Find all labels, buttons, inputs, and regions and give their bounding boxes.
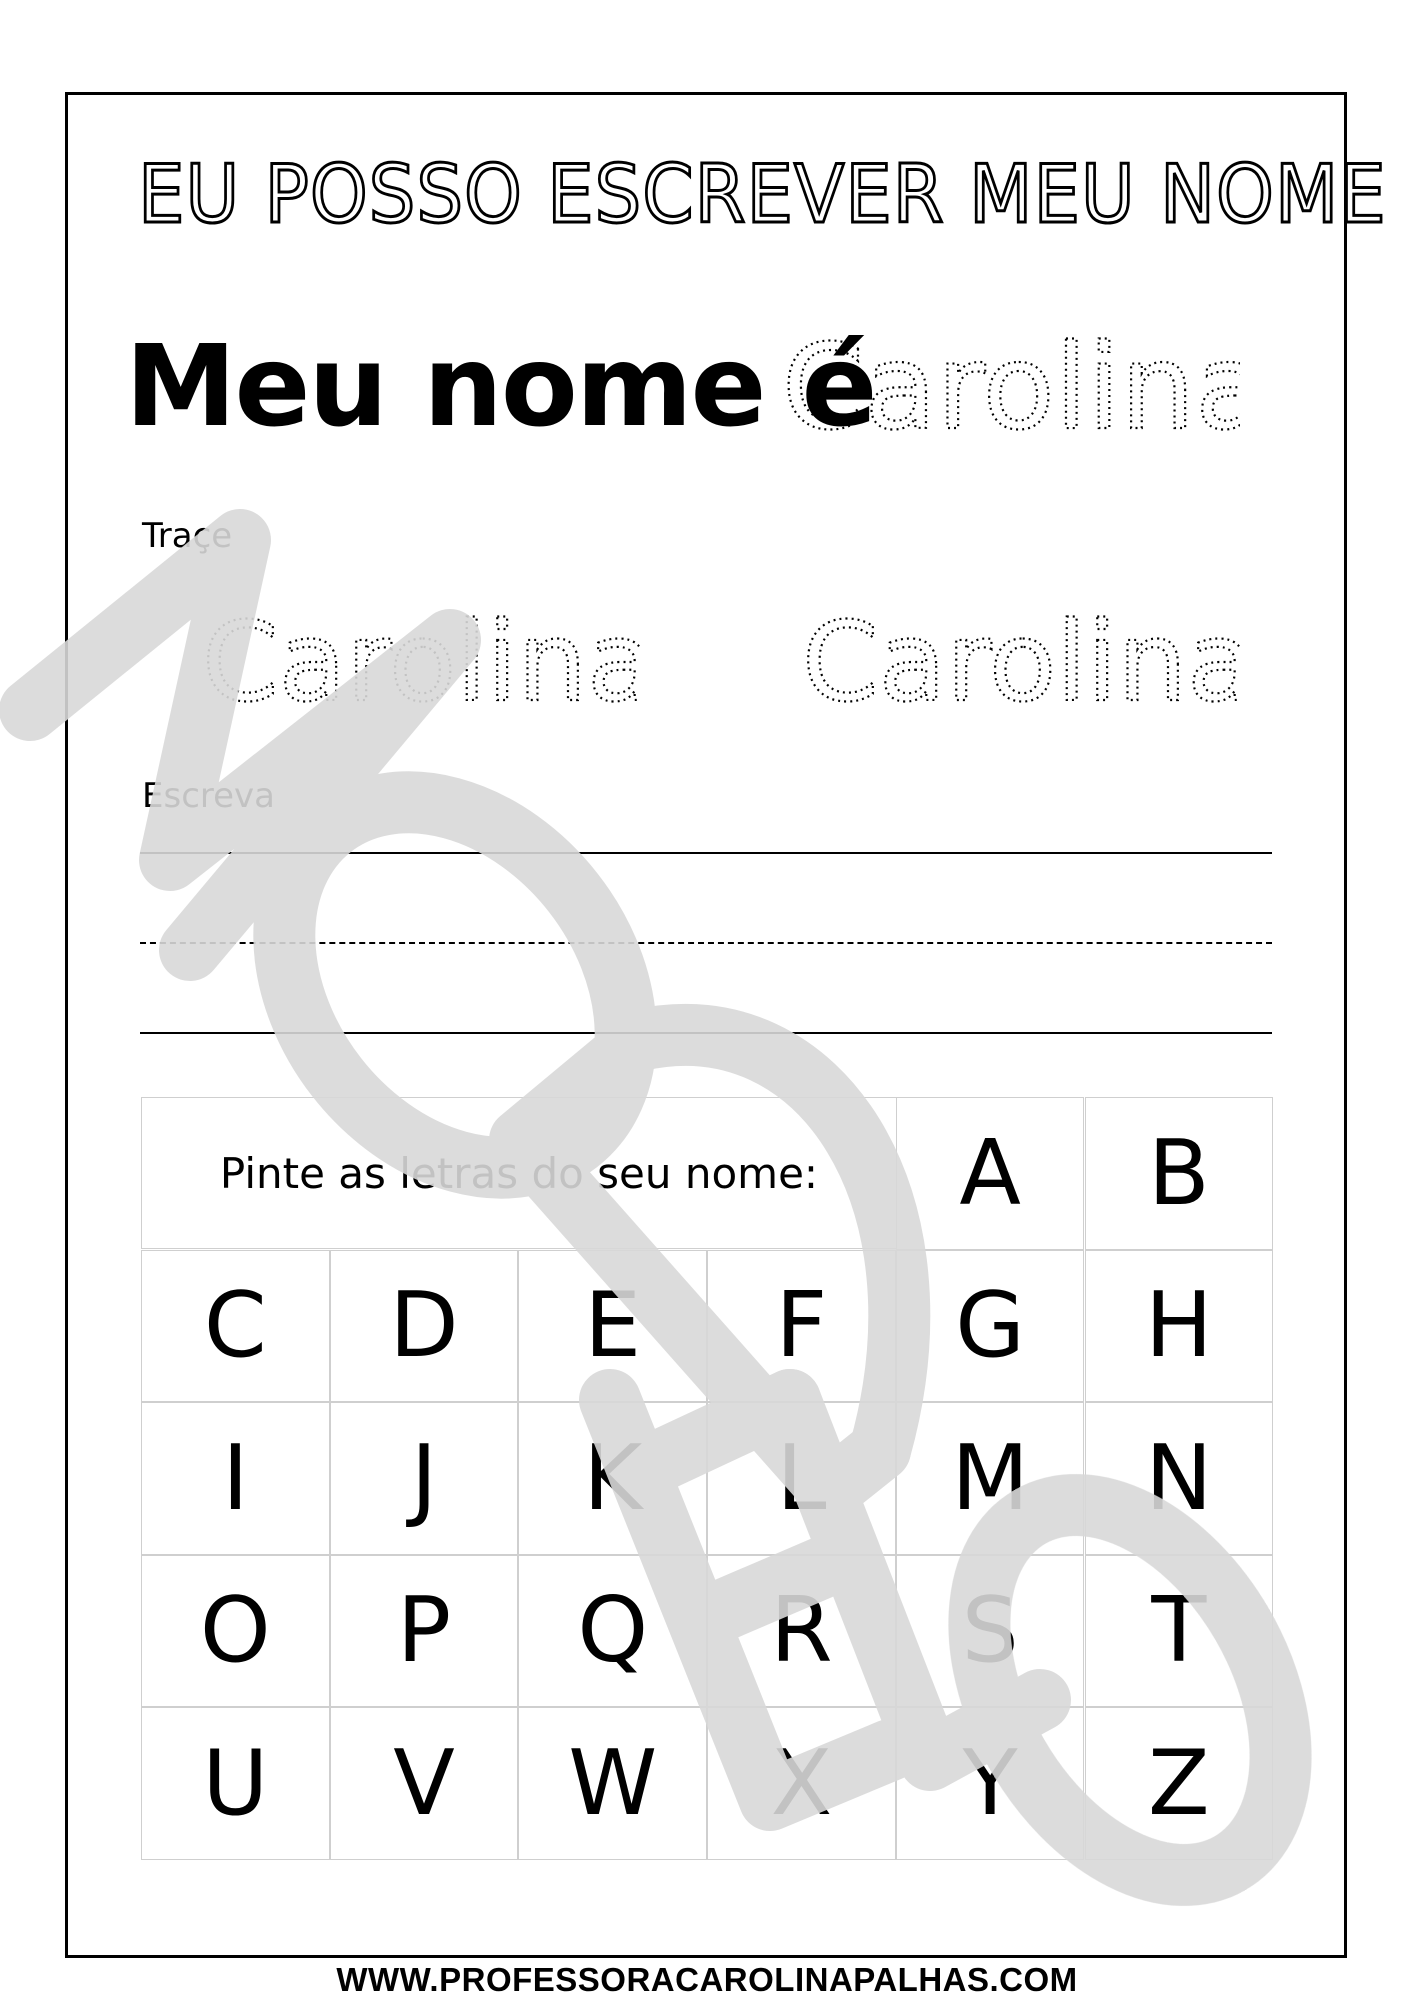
dotted-name-main-text: Carolina <box>782 320 1240 456</box>
letter-cell-l[interactable]: L <box>707 1402 896 1555</box>
dotted-name-trace-1 <box>200 600 640 720</box>
letter-cell-q[interactable]: Q <box>518 1555 707 1708</box>
letter-cell-x[interactable]: X <box>707 1707 896 1860</box>
writing-line-bottom[interactable] <box>140 1032 1272 1034</box>
letter-cell-h[interactable]: H <box>1085 1250 1274 1403</box>
letter-cell-w[interactable]: W <box>518 1707 707 1860</box>
letter-cell-n[interactable]: N <box>1085 1402 1274 1555</box>
letter-cell-s[interactable]: S <box>896 1555 1085 1708</box>
dotted-name-trace-2 <box>800 600 1240 720</box>
letter-cell-b[interactable]: B <box>1085 1097 1274 1250</box>
letter-cell-r[interactable]: R <box>707 1555 896 1708</box>
dotted-name-trace-2-text: Carolina <box>802 600 1240 720</box>
letter-cell-c[interactable]: C <box>141 1250 330 1403</box>
dotted-name-trace-1-text: Carolina <box>202 600 640 720</box>
letter-cell-j[interactable]: J <box>330 1402 519 1555</box>
writing-line-mid-dashed <box>140 942 1272 944</box>
grid-prompt: Pinte as letras do seu nome: <box>141 1097 897 1249</box>
letter-cell-d[interactable]: D <box>330 1250 519 1403</box>
trace-label: Traçe <box>142 516 233 556</box>
letter-cell-u[interactable]: U <box>141 1707 330 1860</box>
letter-cell-k[interactable]: K <box>518 1402 707 1555</box>
letter-cell-i[interactable]: I <box>141 1402 330 1555</box>
name-prefix: Meu nome é <box>125 322 876 452</box>
letter-grid <box>141 1097 1273 1859</box>
letter-cell-g[interactable]: G <box>896 1250 1085 1403</box>
dotted-name-main <box>780 320 1240 460</box>
letter-cell-e[interactable]: E <box>518 1250 707 1403</box>
letter-cell-y[interactable]: Y <box>896 1707 1085 1860</box>
letter-cell-p[interactable]: P <box>330 1555 519 1708</box>
letter-cell-t[interactable]: T <box>1085 1555 1274 1708</box>
letter-cell-m[interactable]: M <box>896 1402 1085 1555</box>
write-label: Escreva <box>142 776 275 816</box>
letter-cell-z[interactable]: Z <box>1085 1707 1274 1860</box>
letter-cell-f[interactable]: F <box>707 1250 896 1403</box>
writing-line-top[interactable] <box>140 852 1272 854</box>
footer-url[interactable]: WWW.PROFESSORACAROLINAPALHAS.COM <box>336 1961 1078 1998</box>
letter-cell-v[interactable]: V <box>330 1707 519 1860</box>
letter-cell-a[interactable]: A <box>896 1097 1085 1250</box>
worksheet-title: EU POSSO ESCREVER MEU NOME <box>138 148 1387 241</box>
letter-cell-o[interactable]: O <box>141 1555 330 1708</box>
